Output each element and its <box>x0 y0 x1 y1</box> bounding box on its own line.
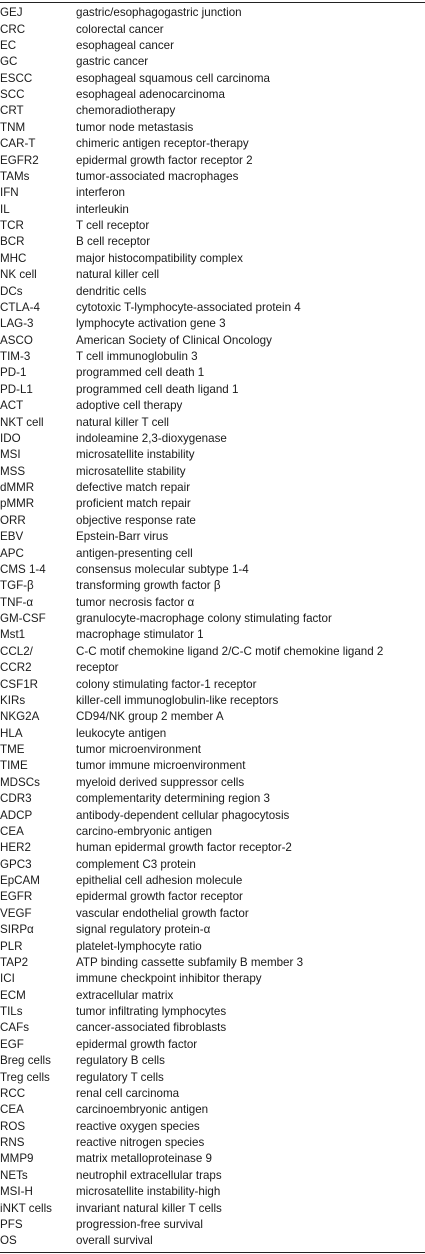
abbreviation-cell: CMS 1-4 <box>0 562 46 576</box>
abbreviation-cell: TNM <box>0 120 26 134</box>
table-row <box>0 709 383 725</box>
definition-cell: American Society of Clinical Oncology <box>76 333 272 347</box>
table-row <box>0 218 383 234</box>
definition-cell: chemoradiotherapy <box>76 104 176 118</box>
abbreviation-cell: EGF <box>0 1037 24 1051</box>
abbreviation-cell: CRC <box>0 22 26 36</box>
table-row <box>0 54 383 70</box>
abbreviation-cell: TILs <box>0 1005 23 1019</box>
table-row <box>0 103 383 119</box>
table-row <box>0 955 383 971</box>
definition-cell: carcinoembryonic antigen <box>76 1103 209 1117</box>
definition-cell: esophageal adenocarcinoma <box>76 88 225 102</box>
table-row <box>0 152 383 168</box>
abbreviation-cell: PFS <box>0 1217 23 1231</box>
abbreviation-cell: PLR <box>0 939 23 953</box>
table-row <box>0 1053 383 1069</box>
abbreviation-cell: ACT <box>0 399 24 413</box>
table-row <box>0 545 383 561</box>
definition-cell: matrix metalloproteinase 9 <box>76 1152 212 1166</box>
table-row <box>0 889 383 905</box>
abbreviations-table-body <box>0 5 383 1250</box>
definition-cell: esophageal squamous cell carcinoma <box>76 71 270 85</box>
table-row <box>0 660 383 676</box>
table-row <box>0 382 383 398</box>
table-row <box>0 1233 383 1249</box>
table-row <box>0 758 383 774</box>
definition-cell: epidermal growth factor receptor <box>76 890 243 904</box>
definition-cell: platelet-lymphocyte ratio <box>76 939 202 953</box>
abbreviation-cell: MMP9 <box>0 1152 34 1166</box>
definition-cell: indoleamine 2,3-dioxygenase <box>76 431 227 445</box>
abbreviation-cell: ORR <box>0 513 26 527</box>
table-row <box>0 496 383 512</box>
definition-cell: immune checkpoint inhibitor therapy <box>76 972 262 986</box>
table-row <box>0 513 383 529</box>
definition-cell: carcino-embryonic antigen <box>76 824 212 838</box>
definition-cell: myeloid derived suppressor cells <box>76 775 245 789</box>
abbreviation-cell: EC <box>0 38 17 52</box>
definition-cell: colorectal cancer <box>76 22 164 36</box>
definition-cell: epidermal growth factor <box>76 1037 198 1051</box>
definition-cell: microsatellite stability <box>76 464 186 478</box>
abbreviation-cell: NKG2A <box>0 710 40 724</box>
abbreviation-cell: GPC3 <box>0 857 32 871</box>
table-row <box>0 873 383 889</box>
definition-cell: epidermal growth factor receptor 2 <box>76 153 253 167</box>
table-row <box>0 693 383 709</box>
table-row <box>0 300 383 316</box>
table-row <box>0 971 383 987</box>
abbreviation-cell: RNS <box>0 1136 25 1150</box>
definition-cell: renal cell carcinoma <box>76 1086 180 1100</box>
table-row <box>0 5 383 21</box>
table-row <box>0 988 383 1004</box>
table-row <box>0 447 383 463</box>
table-row <box>0 562 383 578</box>
definition-cell: interleukin <box>76 202 129 216</box>
table-row <box>0 578 383 594</box>
table-row <box>0 595 383 611</box>
definition-cell: objective response rate <box>76 513 196 527</box>
table-row <box>0 742 383 758</box>
definition-cell: proficient match repair <box>76 497 191 511</box>
definition-cell: killer-cell immunoglobulin-like receptors <box>76 693 279 707</box>
table-row <box>0 1217 383 1233</box>
table-row <box>0 627 383 643</box>
definition-cell: T cell receptor <box>76 219 150 233</box>
table-row <box>0 21 383 37</box>
abbreviation-cell: VEGF <box>0 906 32 920</box>
abbreviation-cell: TAP2 <box>0 955 29 969</box>
abbreviation-cell: Treg cells <box>0 1070 50 1084</box>
table-row <box>0 791 383 807</box>
abbreviation-cell: IDO <box>0 431 21 445</box>
table-row <box>0 136 383 152</box>
definition-cell: esophageal cancer <box>76 38 174 52</box>
abbreviation-cell: EBV <box>0 530 24 544</box>
definition-cell: CD94/NK group 2 member A <box>76 710 224 724</box>
abbreviation-cell: GC <box>0 55 18 69</box>
definition-cell: macrophage stimulator 1 <box>76 628 204 642</box>
definition-cell: granulocyte-macrophage colony stimulating factor <box>76 612 332 626</box>
abbreviation-cell: CTLA-4 <box>0 300 40 314</box>
definition-cell: major histocompatibility complex <box>76 251 243 265</box>
abbreviation-cell: ICI <box>0 972 15 986</box>
table-row <box>0 1004 383 1020</box>
definition-cell: gastric/esophagogastric junction <box>76 6 242 20</box>
abbreviation-cell: TME <box>0 743 25 757</box>
definition-cell: gastric cancer <box>76 55 149 69</box>
table-row <box>0 202 383 218</box>
abbreviation-cell: Mst1 <box>0 628 26 642</box>
definition-cell: programmed cell death ligand 1 <box>76 382 239 396</box>
table-row <box>0 906 383 922</box>
abbreviation-cell: dMMR <box>0 481 35 495</box>
definition-cell: complement C3 protein <box>76 857 196 871</box>
abbreviation-cell: APC <box>0 546 24 560</box>
definition-cell: neutrophil extracellular traps <box>76 1168 222 1182</box>
abbreviation-cell: TCR <box>0 219 24 233</box>
definition-cell: cytotoxic T-lymphocyte-associated protein 4 <box>76 300 301 314</box>
abbreviation-cell: IL <box>0 202 10 216</box>
table-row <box>0 120 383 136</box>
table-row <box>0 938 383 954</box>
definition-cell: tumor necrosis factor α <box>76 595 195 609</box>
table-row <box>0 464 383 480</box>
abbreviation-cell: MDSCs <box>0 775 40 789</box>
abbreviation-cell: DCs <box>0 284 23 298</box>
abbreviation-cell: iNKT cells <box>0 1201 52 1215</box>
abbreviation-cell: EGFR <box>0 890 33 904</box>
definition-cell: microsatellite instability <box>76 448 195 462</box>
abbreviation-cell: NKT cell <box>0 415 44 429</box>
abbreviation-cell: SCC <box>0 88 25 102</box>
table-row <box>0 1151 383 1167</box>
table-row <box>0 267 383 283</box>
abbreviation-cell: EpCAM <box>0 874 40 888</box>
definition-cell: invariant natural killer T cells <box>76 1201 222 1215</box>
abbreviation-cell: CDR3 <box>0 792 32 806</box>
table-row <box>0 1200 383 1216</box>
definition-cell: natural killer cell <box>76 268 160 282</box>
abbreviation-cell: CSF1R <box>0 677 39 691</box>
table-row <box>0 1069 383 1085</box>
abbreviations-table <box>0 5 383 1250</box>
table-row <box>0 824 383 840</box>
table-row <box>0 169 383 185</box>
abbreviation-cell: MSI-H <box>0 1185 33 1199</box>
definition-cell: Epstein-Barr virus <box>76 530 169 544</box>
table-row <box>0 922 383 938</box>
definition-cell: tumor microenvironment <box>76 743 201 757</box>
table-row <box>0 676 383 692</box>
abbreviation-cell: TGF-β <box>0 579 34 593</box>
definition-cell: adoptive cell therapy <box>76 399 183 413</box>
abbreviation-cell: CCR2 <box>0 661 32 675</box>
abbreviation-cell: GEJ <box>0 6 23 20</box>
definition-cell: vascular endothelial growth factor <box>76 906 249 920</box>
table-row <box>0 431 383 447</box>
abbreviation-cell: NK cell <box>0 268 37 282</box>
table-row <box>0 644 383 660</box>
abbreviation-cell: CAR-T <box>0 137 36 151</box>
definition-cell: chimeric antigen receptor-therapy <box>76 137 249 151</box>
abbreviation-cell: SIRPα <box>0 923 34 937</box>
abbreviation-cell: TNF-α <box>0 595 34 609</box>
definition-cell: ATP binding cassette subfamily B member 3 <box>76 955 304 969</box>
table-row <box>0 1102 383 1118</box>
definition-cell: lymphocyte activation gene 3 <box>76 317 226 331</box>
table-row <box>0 1086 383 1102</box>
definition-cell: signal regulatory protein-α <box>76 923 211 937</box>
abbreviation-cell: EGFR2 <box>0 153 39 167</box>
definition-cell: antibody-dependent cellular phagocytosis <box>76 808 290 822</box>
abbreviation-cell: MSS <box>0 464 26 478</box>
abbreviation-cell: HLA <box>0 726 23 740</box>
table-row <box>0 1119 383 1135</box>
table-row <box>0 775 383 791</box>
abbreviation-cell: KIRs <box>0 693 26 707</box>
table-row <box>0 1037 383 1053</box>
definition-cell: tumor-associated macrophages <box>76 169 239 183</box>
definition-cell: extracellular matrix <box>76 988 174 1002</box>
table-row <box>0 283 383 299</box>
definition-cell: receptor <box>76 661 119 675</box>
abbreviation-cell: CEA <box>0 824 24 838</box>
table-row <box>0 349 383 365</box>
table-row <box>0 365 383 381</box>
abbreviation-cell: NETs <box>0 1168 28 1182</box>
definition-cell: programmed cell death 1 <box>76 366 205 380</box>
abbreviation-cell: Breg cells <box>0 1054 51 1068</box>
abbreviation-cell: ROS <box>0 1119 26 1133</box>
abbreviation-cell: CEA <box>0 1103 24 1117</box>
definition-cell: microsatellite instability-high <box>76 1185 221 1199</box>
table-row <box>0 857 383 873</box>
definition-cell: regulatory B cells <box>76 1054 165 1068</box>
abbreviation-cell: CAFs <box>0 1021 29 1035</box>
table-row <box>0 333 383 349</box>
abbreviation-cell: ASCO <box>0 333 33 347</box>
table-row <box>0 71 383 87</box>
abbreviation-cell: IFN <box>0 186 19 200</box>
table-row <box>0 807 383 823</box>
abbreviation-cell: CCL2/ <box>0 644 33 658</box>
table-row <box>0 234 383 250</box>
abbreviation-cell: PD-1 <box>0 366 27 380</box>
definition-cell: reactive oxygen species <box>76 1119 200 1133</box>
table-row <box>0 529 383 545</box>
table-row <box>0 316 383 332</box>
abbreviation-cell: TIM-3 <box>0 350 31 364</box>
abbreviation-cell: OS <box>0 1234 17 1248</box>
definition-cell: B cell receptor <box>76 235 151 249</box>
definition-cell: tumor node metastasis <box>76 120 194 134</box>
definition-cell: dendritic cells <box>76 284 147 298</box>
definition-cell: epithelial cell adhesion molecule <box>76 874 243 888</box>
definition-cell: consensus molecular subtype 1-4 <box>76 562 249 576</box>
definition-cell: cancer-associated fibroblasts <box>76 1021 227 1035</box>
abbreviation-cell: ADCP <box>0 808 33 822</box>
abbreviation-cell: GM-CSF <box>0 612 46 626</box>
table-row <box>0 726 383 742</box>
table-row <box>0 611 383 627</box>
definition-cell: colony stimulating factor-1 receptor <box>76 677 257 691</box>
table-row <box>0 251 383 267</box>
definition-cell: interferon <box>76 186 125 200</box>
table-row <box>0 38 383 54</box>
table-row <box>0 480 383 496</box>
abbreviation-cell: TIME <box>0 759 28 773</box>
definition-cell: C-C motif chemokine ligand 2/C-C motif chemokine ligand 2 <box>76 644 384 658</box>
abbreviation-cell: ECM <box>0 988 26 1002</box>
abbreviation-cell: TAMs <box>0 169 30 183</box>
table-row <box>0 398 383 414</box>
table-row <box>0 840 383 856</box>
top-rule <box>0 2 425 3</box>
definition-cell: tumor infiltrating lymphocytes <box>76 1005 227 1019</box>
abbreviation-cell: BCR <box>0 235 25 249</box>
abbreviation-cell: ESCC <box>0 71 33 85</box>
bottom-rule <box>0 1252 425 1253</box>
definition-cell: transforming growth factor β <box>76 579 221 593</box>
definition-cell: regulatory T cells <box>76 1070 164 1084</box>
abbreviation-cell: HER2 <box>0 841 31 855</box>
definition-cell: T cell immunoglobulin 3 <box>76 350 198 364</box>
definition-cell: antigen-presenting cell <box>76 546 193 560</box>
abbreviation-cell: MHC <box>0 251 27 265</box>
definition-cell: reactive nitrogen species <box>76 1136 205 1150</box>
abbreviation-cell: LAG-3 <box>0 317 34 331</box>
definition-cell: progression-free survival <box>76 1217 203 1231</box>
abbreviation-cell: RCC <box>0 1086 26 1100</box>
table-row <box>0 87 383 103</box>
definition-cell: leukocyte antigen <box>76 726 167 740</box>
table-row <box>0 1020 383 1036</box>
abbreviation-cell: PD-L1 <box>0 382 33 396</box>
definition-cell: tumor immune microenvironment <box>76 759 246 773</box>
abbreviation-cell: CRT <box>0 104 24 118</box>
table-row <box>0 1184 383 1200</box>
abbreviation-cell: pMMR <box>0 497 35 511</box>
table-row <box>0 1135 383 1151</box>
table-row <box>0 1168 383 1184</box>
table-row <box>0 185 383 201</box>
abbreviation-cell: MSI <box>0 448 21 462</box>
definition-cell: defective match repair <box>76 481 191 495</box>
definition-cell: natural killer T cell <box>76 415 170 429</box>
definition-cell: human epidermal growth factor receptor-2 <box>76 841 292 855</box>
definition-cell: overall survival <box>76 1234 153 1248</box>
definition-cell: complementarity determining region 3 <box>76 792 270 806</box>
table-row <box>0 414 383 430</box>
